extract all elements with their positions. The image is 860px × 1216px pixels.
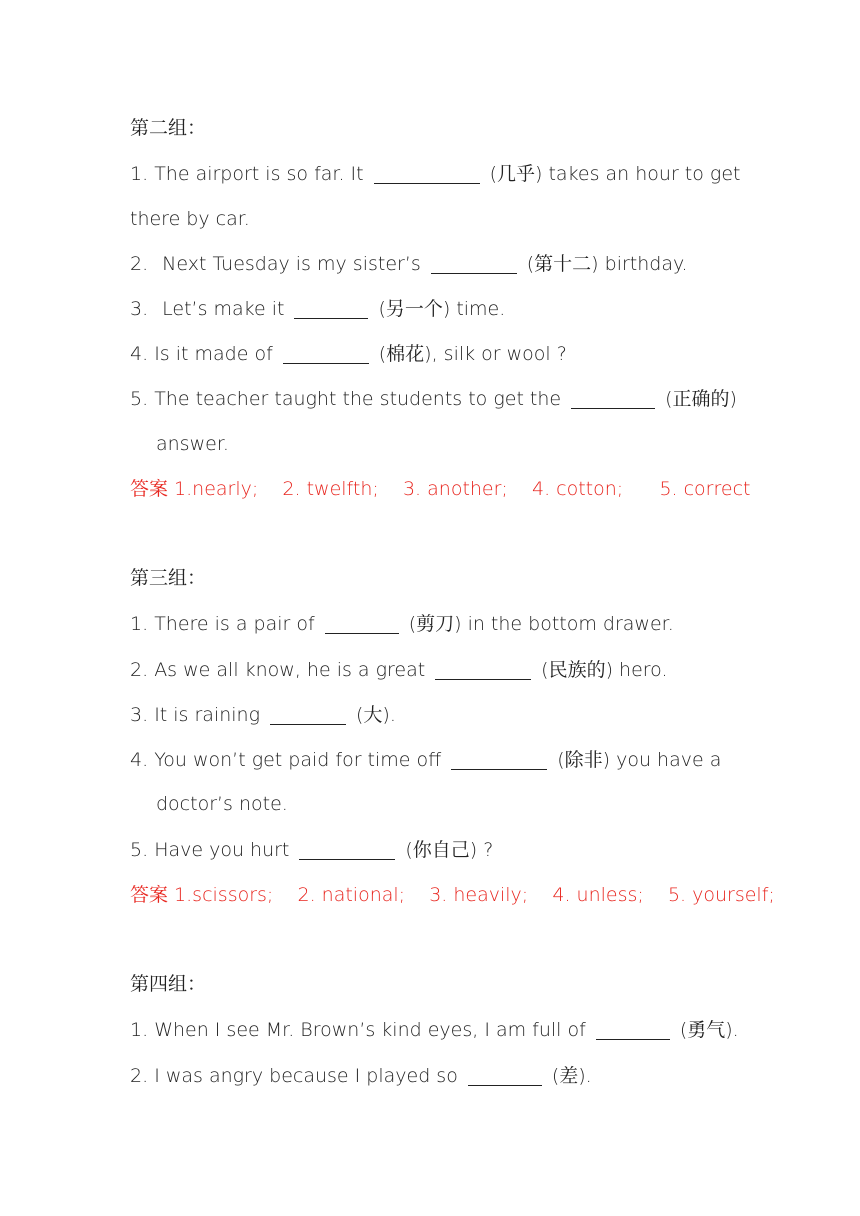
- question-hint: (大).: [356, 704, 396, 726]
- answer-blank[interactable]: [374, 163, 480, 184]
- g2-question-1: [130, 160, 740, 188]
- g4-question-1: [130, 1016, 739, 1044]
- g3-question-4: [130, 746, 721, 774]
- question-hint: (几乎) takes an hour to get: [489, 163, 741, 185]
- question-hint: (正确的): [665, 388, 737, 410]
- question-number: 5.: [130, 388, 149, 410]
- question-number: 3.: [130, 704, 149, 726]
- question-hint: (勇气).: [679, 1019, 739, 1041]
- answer-blank[interactable]: [431, 253, 517, 274]
- question-text: It is raining: [154, 704, 260, 726]
- group3-heading: 第三组：: [130, 567, 207, 589]
- question-text: The airport is so far. It: [154, 163, 364, 185]
- answer-blank[interactable]: [451, 749, 547, 770]
- question-number: 5.: [130, 839, 149, 861]
- question-text: Have you hurt: [154, 839, 290, 861]
- question-number: 2.: [130, 1065, 149, 1087]
- g3-question-1: [130, 610, 674, 638]
- question-text: I was angry because I played so: [154, 1065, 458, 1087]
- g2-answer-key: 答案 1.nearly; 2. twelfth; 3. another; 4. cotton; 5. correct: [130, 478, 751, 500]
- question-text: As we all know, he is a great: [154, 659, 426, 681]
- question-number: 1.: [130, 1019, 149, 1041]
- question-number: 2.: [130, 659, 149, 681]
- group2-heading: 第二组：: [130, 117, 207, 139]
- g4-question-2: [130, 1062, 592, 1090]
- g3-question-2: [130, 656, 668, 684]
- answer-blank[interactable]: [325, 613, 399, 634]
- question-hint: (差).: [551, 1065, 592, 1087]
- g2-question-2: [130, 250, 688, 278]
- g2-question-5: [130, 385, 737, 413]
- question-text: When I see Mr. Brown’s kind eyes, I am full of: [154, 1019, 586, 1041]
- question-text: Is it made of: [154, 343, 273, 365]
- question-number: 3.: [130, 298, 149, 320]
- answer-blank[interactable]: [283, 343, 369, 364]
- g2-question-4: [130, 340, 567, 368]
- answer-blank[interactable]: [294, 298, 368, 319]
- g3-question-5: [130, 836, 493, 864]
- g3-question-4-continuation: doctor’s note.: [156, 793, 288, 815]
- group4-heading: 第四组：: [130, 973, 207, 995]
- answer-blank[interactable]: [270, 704, 346, 725]
- question-text: The teacher taught the students to get the: [154, 388, 562, 410]
- question-hint: (第十二) birthday.: [526, 253, 688, 275]
- g2-question-5-continuation: answer.: [156, 433, 229, 455]
- answer-blank[interactable]: [435, 659, 531, 680]
- answer-blank[interactable]: [468, 1065, 542, 1086]
- question-text: There is a pair of: [154, 613, 315, 635]
- question-number: 1.: [130, 613, 149, 635]
- question-text: Next Tuesday is my sister’s: [162, 253, 421, 275]
- question-hint: (除非) you have a: [557, 749, 722, 771]
- question-number: 4.: [130, 343, 149, 365]
- answer-blank[interactable]: [299, 839, 395, 860]
- answer-blank[interactable]: [596, 1019, 670, 1040]
- g3-answer-key: 答案 1.scissors; 2. national; 3. heavily; 4. unless; 5. yourself;: [130, 884, 775, 906]
- question-number: 4.: [130, 749, 149, 771]
- question-hint: (棉花), silk or wool ?: [378, 343, 567, 365]
- question-text: Let’s make it: [162, 298, 285, 320]
- g2-question-1-continuation: there by car.: [130, 208, 250, 230]
- question-number: 2.: [130, 253, 149, 275]
- question-hint: (你自己) ?: [405, 839, 494, 861]
- question-hint: (民族的) hero.: [541, 659, 668, 681]
- question-hint: (剪刀) in the bottom drawer.: [408, 613, 674, 635]
- question-hint: (另一个) time.: [378, 298, 506, 320]
- g2-question-3: [130, 295, 505, 323]
- answer-blank[interactable]: [571, 388, 655, 409]
- question-text: You won’t get paid for time off: [154, 749, 442, 771]
- g3-question-3: [130, 701, 396, 729]
- question-number: 1.: [130, 163, 149, 185]
